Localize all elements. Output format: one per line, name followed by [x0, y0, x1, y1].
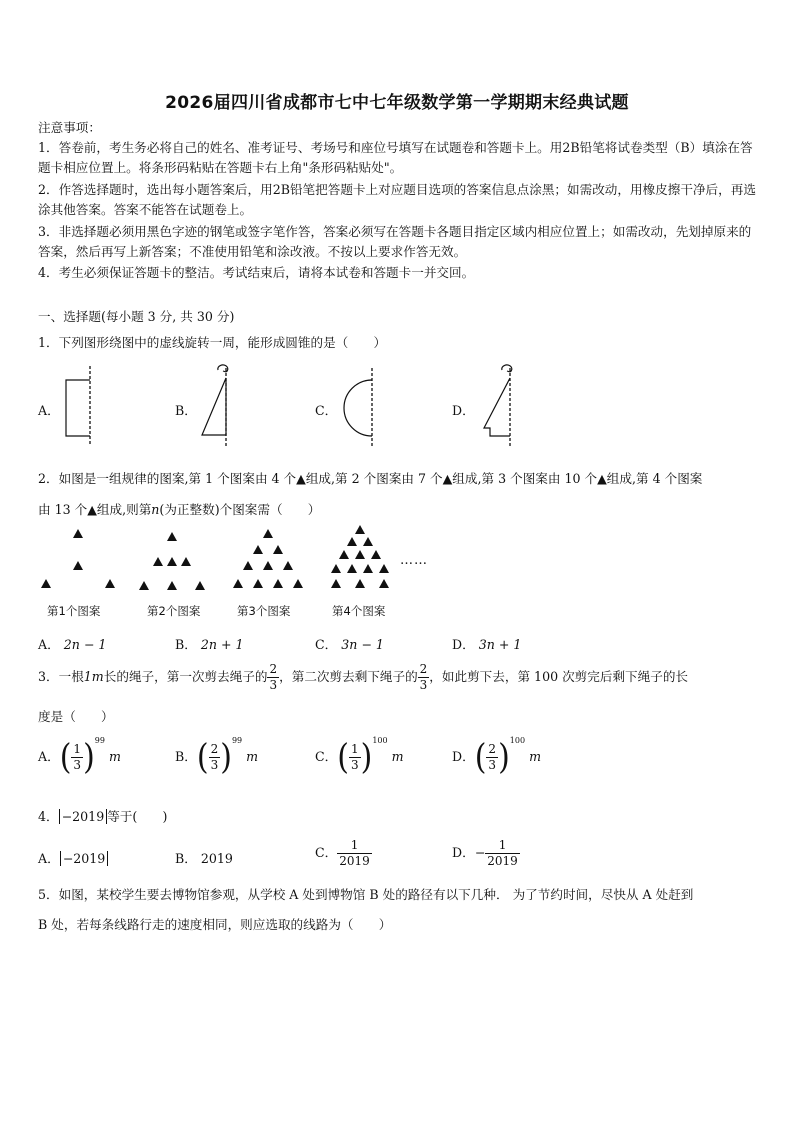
pattern2-triangle — [167, 581, 177, 590]
q2-pattern-figure — [36, 524, 446, 596]
pattern3-triangle — [233, 579, 243, 588]
q4-option-d-letter: D． — [452, 845, 475, 860]
pattern4-triangle — [371, 550, 381, 559]
q4-option-b-text: 2019 — [200, 851, 233, 866]
q4-option-c-num: 1 — [337, 838, 372, 854]
q3-stem-unit: 1m — [83, 669, 104, 684]
pattern3-triangle — [253, 545, 263, 554]
q2-caption-2: 第2个图案 — [147, 604, 201, 618]
q3-option-a: A．( $\frac{1}{3}$ )$^{99}$ m — [38, 736, 121, 778]
q1-figure-b — [196, 364, 244, 450]
q2-caption-3: 第3个图案 — [237, 604, 291, 618]
note-item-2: 2．作答选择题时，选出每小题答案后，用2B铅笔把答题卡上对应题目选项的答案信息点涂黑；如需改动，用橡皮擦干净后，再选涂其他答案。答案不能答在试题卷上。 — [38, 182, 756, 217]
pattern1-triangle — [73, 561, 83, 570]
q2-option-c-letter: C． — [315, 637, 338, 652]
q4-option-a-text: −2019 — [60, 851, 109, 866]
pattern2-triangle — [153, 557, 163, 566]
q2-stem-line2a: 由 13 个▲组成,则第 — [38, 502, 152, 517]
pattern3-triangle — [263, 529, 273, 538]
note-item-4: 4．考生必须保证答题卡的整洁。考试结束后，请将本试卷和答题卡一并交回。 — [38, 265, 475, 280]
q5-line1: 5．如图，某校学生要去博物馆参观，从学校 A 处到博物馆 B 处的路径有以下几种． 为了节约时间，尽快从 A 处赶到 — [38, 887, 694, 902]
pattern4-triangle — [379, 579, 389, 588]
pattern4-triangle — [355, 550, 365, 559]
q3-frac2-num: 2 — [419, 662, 428, 676]
q2-stem-line1: 2．如图是一组规律的图案,第 1 个图案由 4 个▲组成,第 2 个图案由 7 个▲组成,第 3 个图案由 10 个▲组成,第 4 个图案 — [38, 471, 703, 486]
q4-option-d-sign: − — [474, 845, 486, 860]
pattern4-triangle — [363, 564, 373, 573]
q3-frac2-den: 3 — [419, 678, 428, 692]
pattern4-triangle — [363, 537, 373, 546]
q2-option-d-text: 3n + 1 — [478, 637, 522, 652]
pattern4-triangle — [347, 564, 357, 573]
q4-stem-abs: −2019 — [59, 809, 108, 824]
q3-option-d: D．( $\frac{2}{3}$ )$^{100}$ m — [452, 736, 542, 778]
q1-stem: 1．下列图形绕图中的虚线旋转一周，能形成圆锥的是（ ） — [38, 335, 387, 350]
pattern3-triangle — [253, 579, 263, 588]
q2-option-c-text: 3n − 1 — [341, 637, 384, 652]
pattern3-triangle — [263, 561, 273, 570]
q4-option-d-den: 2019 — [487, 854, 518, 868]
q4-option-a-letter: A． — [38, 851, 60, 866]
q3-frac1-den: 3 — [269, 678, 278, 692]
q2-option-b-letter: B． — [175, 637, 197, 652]
pattern2-triangle — [139, 581, 149, 590]
notes-heading: 注意事项： — [38, 120, 101, 135]
pattern1-triangle — [105, 579, 115, 588]
q4-option-d-num: 1 — [485, 838, 520, 854]
q3-stem-d: ，如此剪下去，第 100 次剪完后剩下绳子的长 — [429, 669, 689, 684]
pattern4-triangle — [331, 579, 341, 588]
page-title: 2026届四川省成都市七中七年级数学第一学期期末经典试题 — [165, 93, 629, 113]
note-item-3: 3．非选择题必须用黑色字迹的钢笔或签字笔作答，答案必须写在答题卡各题目指定区域内相应位置上；如需改动，先划掉原来的答案，然后再写上新答案；不准使用铅笔和涂改液。不按以上要求作答无效。 — [38, 224, 752, 259]
q2-ellipsis: …… — [400, 553, 428, 568]
q3-option-b: B．( $\frac{2}{3}$ )$^{99}$ m — [175, 736, 259, 778]
q2-stem-line2b: (为正整数)个图案需（ ） — [159, 502, 321, 517]
q2-stem-var: n — [151, 502, 160, 517]
q3-stem-line2: 度是（ ） — [38, 709, 114, 724]
q2-option-d-letter: D． — [452, 637, 475, 652]
pattern2-triangle — [181, 557, 191, 566]
q4-stem-a: 4． — [38, 809, 59, 824]
pattern4-triangle — [339, 550, 349, 559]
pattern1-triangle — [73, 529, 83, 538]
q2-option-b-text: 2n + 1 — [200, 637, 244, 652]
pattern4-triangle — [347, 537, 357, 546]
q4-option-c-den: 2019 — [339, 854, 370, 868]
q3-frac1-num: 2 — [269, 662, 278, 676]
q2-caption-1: 第1个图案 — [47, 604, 101, 618]
pattern3-triangle — [283, 561, 293, 570]
q3-stem-c: ，第二次剪去剩下绳子的 — [279, 669, 418, 684]
q2-option-a-letter: A． — [38, 637, 60, 652]
pattern2-triangle — [167, 532, 177, 541]
q1-figure-c — [338, 364, 382, 450]
q4-option-c-letter: C． — [315, 845, 338, 860]
note-item-1: 1．答卷前，考生务必将自己的姓名、准考证号、考场号和座位号填写在试题卷和答题卡上。用2B铅笔将试卷类型（B）填涂在答题卡相应位置上。将条形码粘贴在答题卡右上角"条形码粘贴处"。 — [38, 140, 753, 175]
q3-stem-a: 3．一根 — [38, 669, 84, 684]
q1-option-a: A． — [38, 403, 60, 418]
pattern3-triangle — [273, 545, 283, 554]
q1-figure-a — [62, 364, 102, 446]
q1-figure-d — [476, 364, 526, 450]
section-heading: 一、选择题(每小题 3 分, 共 30 分) — [38, 309, 235, 324]
pattern3-triangle — [273, 579, 283, 588]
pattern4-triangle — [379, 564, 389, 573]
q3-option-c: C．( $\frac{1}{3}$ )$^{100}$ m — [315, 736, 404, 778]
q2-option-a-text: 2n − 1 — [63, 637, 107, 652]
q1-option-d: D． — [452, 403, 475, 418]
pattern1-triangle — [41, 579, 51, 588]
pattern4-triangle — [355, 579, 365, 588]
q1-option-b: B． — [175, 403, 197, 418]
pattern4-triangle — [331, 564, 341, 573]
q2-caption-4: 第4个图案 — [332, 604, 386, 618]
q4-option-b-letter: B． — [175, 851, 197, 866]
pattern4-triangle — [355, 525, 365, 534]
pattern3-triangle — [293, 579, 303, 588]
q5-line2: B 处，若每条线路行走的速度相同，则应选取的线路为（ ） — [38, 917, 392, 932]
q1-option-c: C． — [315, 403, 338, 418]
q4-stem-b: 等于( ) — [107, 809, 168, 824]
pattern2-triangle — [167, 557, 177, 566]
pattern2-triangle — [195, 581, 205, 590]
pattern3-triangle — [243, 561, 253, 570]
q3-stem-b: 长的绳子，第一次剪去绳子的 — [103, 669, 268, 684]
